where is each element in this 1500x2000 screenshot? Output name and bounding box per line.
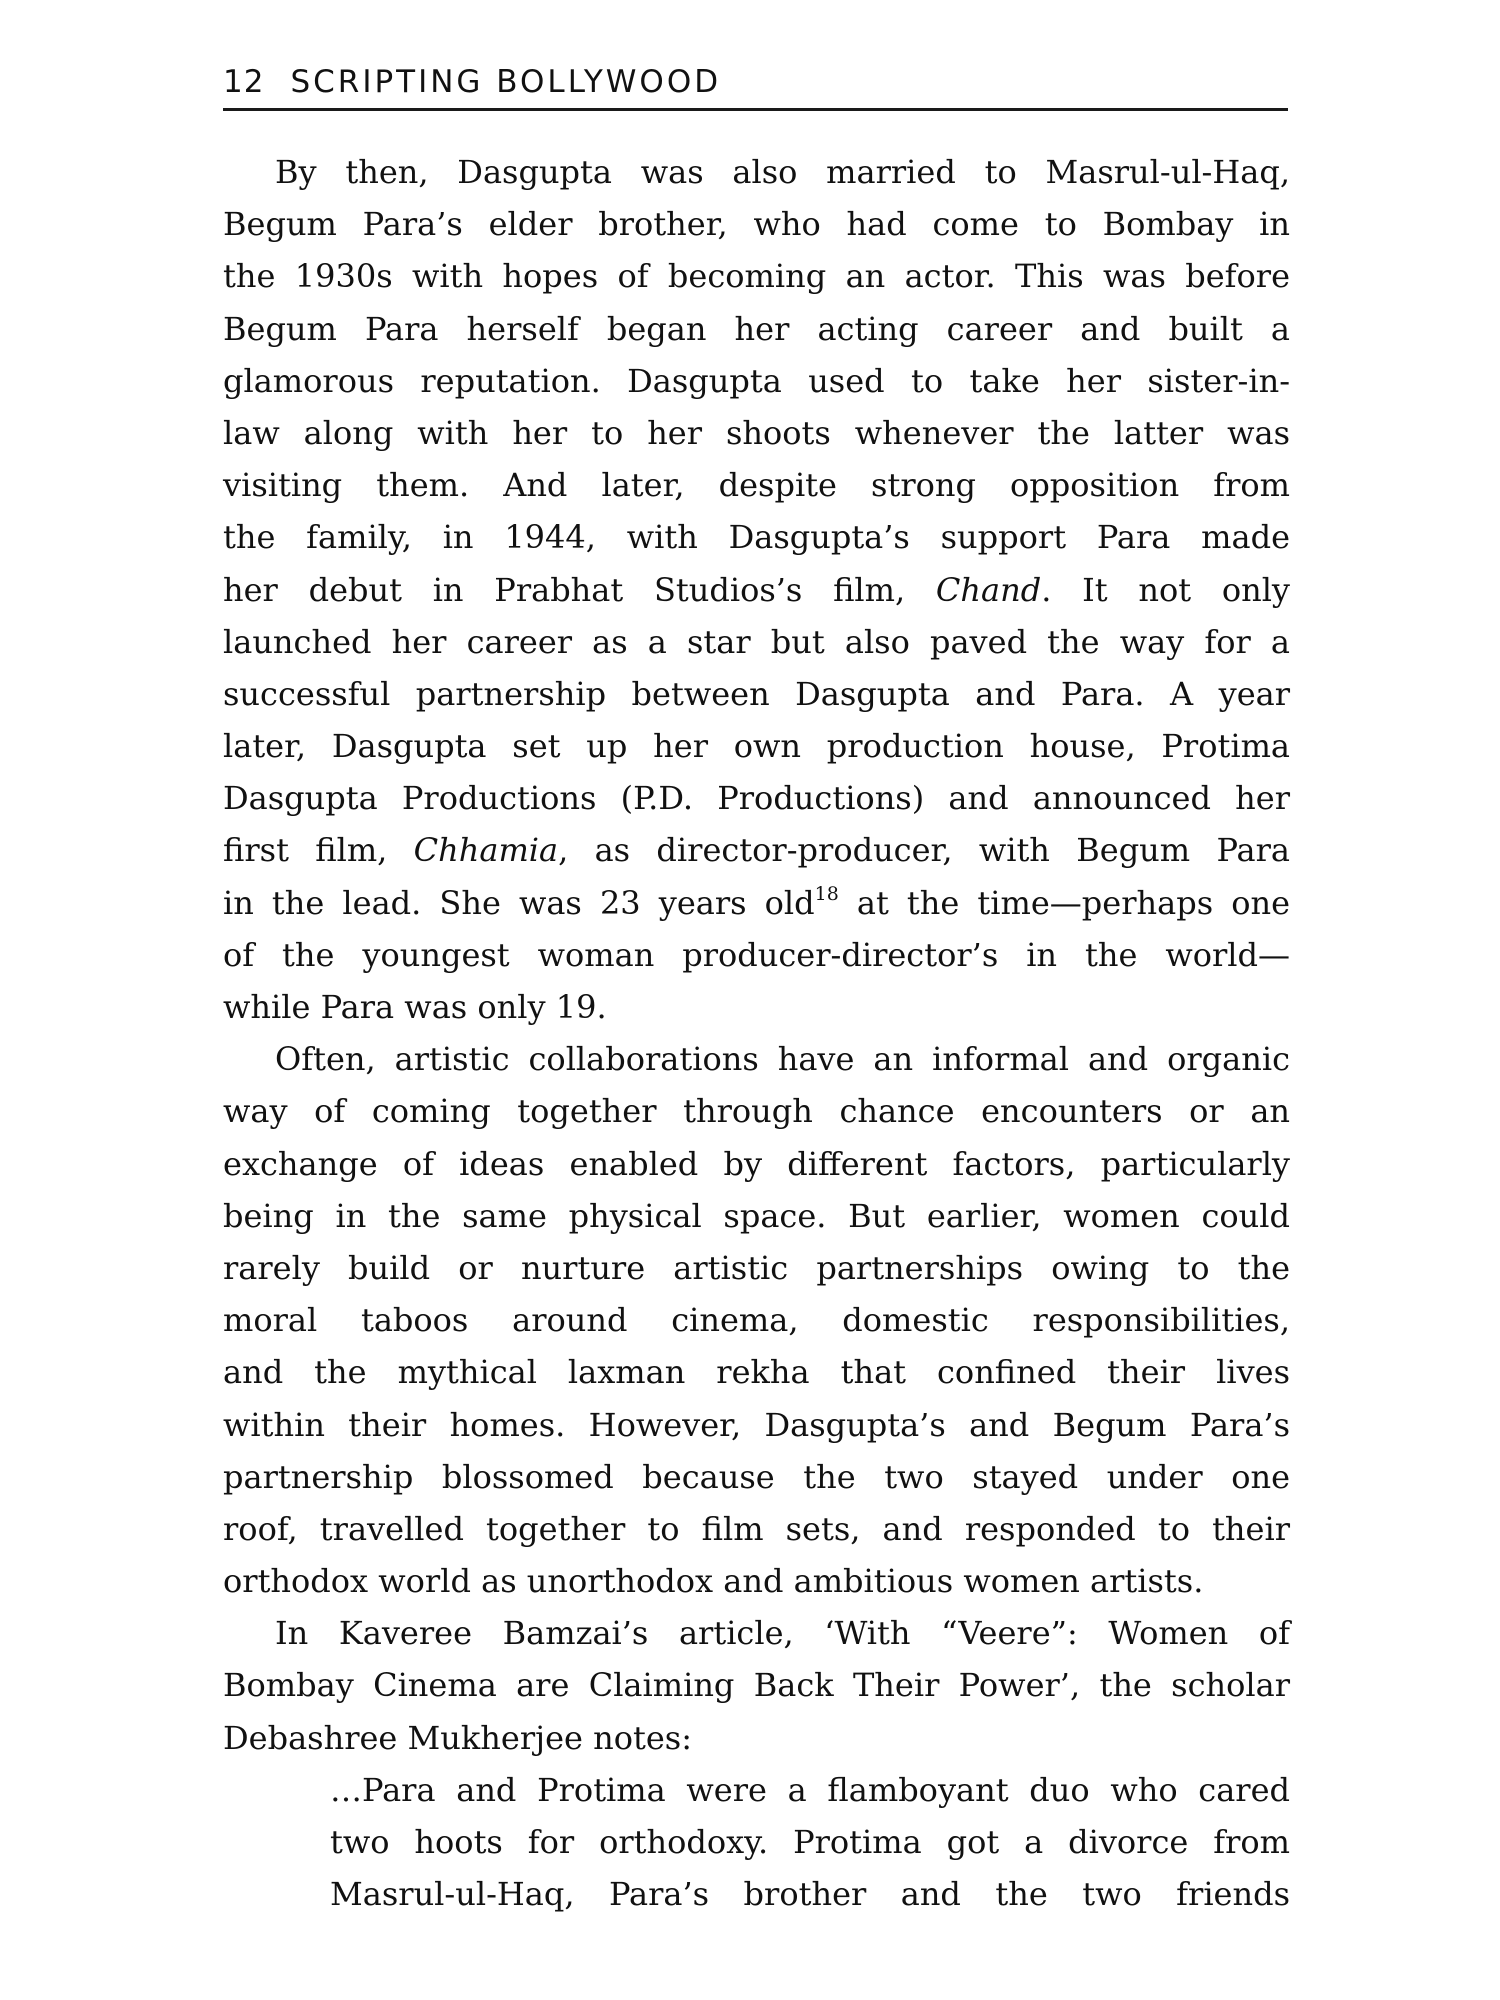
text-line — [223, 824, 1290, 876]
paragraph-1 — [223, 146, 1290, 1033]
text-line: Dasgupta Productions (P.D. Productions) and announced her — [223, 779, 1290, 818]
text-line: roof, travelled together to film sets, and responded to their — [223, 1509, 1290, 1548]
text-run: in the lead. She was 23 years old — [223, 883, 815, 922]
text-line: way of coming together through chance encounters or an — [223, 1092, 1290, 1131]
quote-line: …Para and Protima were a flamboyant duo who cared — [330, 1770, 1290, 1809]
text-run: first film, — [223, 831, 414, 870]
text-run: her debut in Prabhat Studios’s film, — [223, 570, 936, 609]
text-line: Often, artistic collaborations have an informal and organic — [275, 1040, 1290, 1079]
text-line — [223, 877, 1290, 929]
text-line: orthodox world as unorthodox and ambitious women artists. — [223, 1562, 1204, 1601]
paragraph-2 — [223, 1033, 1290, 1607]
text-line: visiting them. And later, despite strong opposition from — [223, 466, 1290, 505]
text-run: . It not only — [1041, 570, 1291, 609]
text-line: In Kaveree Bamzai’s article, ‘With “Veere”: Women of — [275, 1614, 1290, 1653]
text-line: Debashree Mukherjee notes: — [223, 1718, 692, 1757]
text-line: Bombay Cinema are Claiming Back Their Power’, the scholar — [223, 1666, 1290, 1705]
text-line: within their homes. However, Dasgupta’s and Begum Para’s — [223, 1405, 1290, 1444]
text-line: and the mythical laxman rekha that confined their lives — [223, 1353, 1290, 1392]
text-run: at the time—perhaps one — [838, 883, 1291, 922]
text-line: Begum Para’s elder brother, who had come to Bombay in — [223, 205, 1290, 244]
running-head — [223, 62, 1288, 102]
text-line: law along with her to her shoots whenever the latter was — [223, 413, 1290, 452]
page-number: 12 — [223, 64, 265, 100]
text-line: partnership blossomed because the two stayed under one — [223, 1457, 1290, 1496]
text-line: By then, Dasgupta was also married to Masrul-ul-Haq, — [275, 153, 1290, 191]
text-line: rarely build or nurture artistic partnerships owing to the — [223, 1248, 1290, 1287]
text-line: launched her career as a star but also paved the way for a — [223, 622, 1290, 661]
text-line: the 1930s with hopes of becoming an actor. This was before — [223, 257, 1290, 296]
body-text — [223, 146, 1290, 1920]
text-line: successful partnership between Dasgupta and Para. A year — [223, 674, 1290, 713]
text-line: being in the same physical space. But earlier, women could — [223, 1196, 1290, 1235]
text-line: later, Dasgupta set up her own production house, Protima — [223, 727, 1290, 766]
text-line: of the youngest woman producer-director’s in the world— — [223, 935, 1290, 974]
text-line: exchange of ideas enabled by different factors, particularly — [223, 1144, 1290, 1183]
text-line: while Para was only 19. — [223, 988, 607, 1026]
text-line: moral taboos around cinema, domestic responsibilities, — [223, 1301, 1290, 1340]
book-title: SCRIPTING BOLLYWOOD — [290, 64, 722, 100]
text-run: , as director-producer, with Begum Para — [558, 831, 1291, 870]
text-line: Begum Para herself began her acting career and built a — [223, 309, 1290, 348]
film-title-chhamia: Chhamia — [413, 831, 559, 870]
text-line — [223, 564, 1290, 616]
quote-line: Masrul-ul-Haq, Para’s brother and the two friends — [330, 1875, 1290, 1914]
paragraph-3 — [223, 1607, 1290, 1764]
film-title-chand: Chand — [935, 570, 1042, 609]
quote-line: two hoots for orthodoxy. Protima got a divorce from — [330, 1823, 1290, 1861]
text-line: the family, in 1944, with Dasgupta’s support Para made — [223, 518, 1290, 557]
footnote-marker: 18 — [814, 882, 839, 905]
header-rule — [223, 108, 1288, 111]
block-quote — [223, 1764, 1290, 1921]
text-line: glamorous reputation. Dasgupta used to take her sister-in- — [223, 361, 1290, 400]
